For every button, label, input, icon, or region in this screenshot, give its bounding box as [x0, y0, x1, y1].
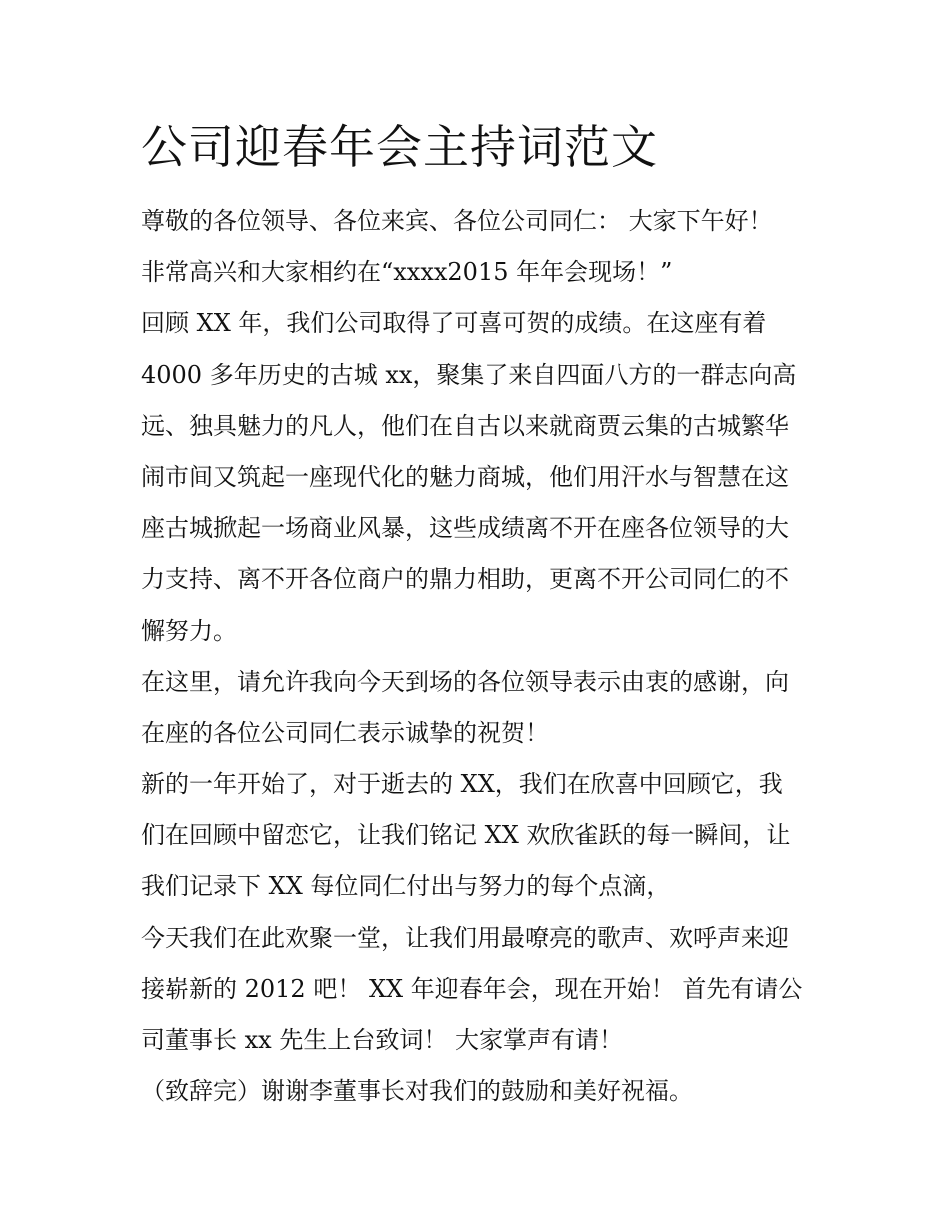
body-text-line: 新的一年开始了，对于逝去的 XX，我们在欣喜中回顾它，我 — [141, 770, 783, 799]
body-text-line: 力支持、离不开各位商户的鼎力相助，更离不开公司同仁的不 — [141, 565, 789, 594]
body-text-line: 4000 多年历史的古城 xx，聚集了来自四面八方的一群志向高 — [141, 360, 797, 389]
body-text-line: 接崭新的 2012 吧！ XX 年迎春年会，现在开始！ 首先有请公 — [141, 974, 803, 1003]
body-text-line: 尊敬的各位领导、各位来宾、各位公司同仁： 大家下午好！ — [141, 207, 773, 235]
body-text-line: 回顾 XX 年，我们公司取得了可喜可贺的成绩。在这座有着 — [141, 309, 767, 338]
body-text-line: 们在回顾中留恋它，让我们铭记 XX 欢欣雀跃的每一瞬间，让 — [141, 821, 791, 850]
body-text-line: 远、独具魅力的凡人，他们在自古以来就商贾云集的古城繁华 — [141, 411, 789, 440]
body-text-line: 非常高兴和大家相约在“xxxx2015 年年会现场！” — [141, 258, 673, 287]
body-text-line: 在这里，请允许我向今天到场的各位领导表示由衷的感谢，向 — [141, 667, 789, 696]
body-text-line: 今天我们在此欢聚一堂，让我们用最嘹亮的歌声、欢呼声来迎 — [141, 923, 789, 952]
document-page — [141, 112, 821, 1117]
body-text-line: 司董事长 xx 先生上台致词！ 大家掌声有请！ — [141, 1026, 623, 1054]
body-text-line: 我们记录下 XX 每位同仁付出与努力的每个点滴， — [141, 872, 671, 901]
body-text-line: 闹市间又筑起一座现代化的魅力商城，他们用汗水与智慧在这 — [141, 462, 789, 491]
body-text-line: （致辞完）谢谢李董事长对我们的鼓励和美好祝福。 — [141, 1077, 693, 1106]
document-title: 公司迎春年会主持词范文 — [141, 120, 658, 174]
body-text-line: 在座的各位公司同仁表示诚挚的祝贺！ — [141, 718, 549, 747]
document-body — [141, 196, 821, 1117]
body-text-line: 座古城掀起一场商业风暴，这些成绩离不开在座各位领导的大 — [141, 514, 789, 543]
body-text-line: 懈努力。 — [141, 616, 237, 645]
